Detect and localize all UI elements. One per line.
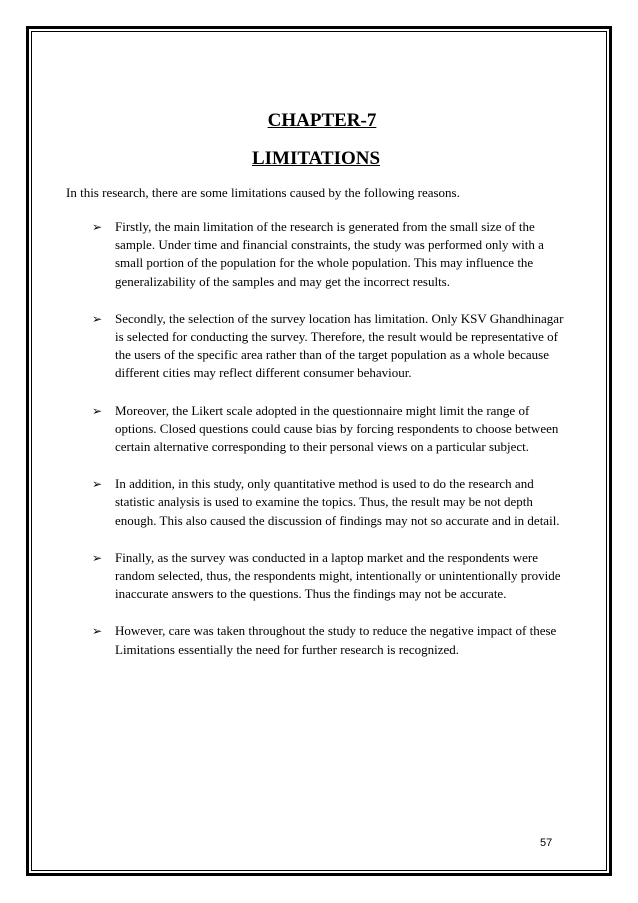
list-item — [92, 218, 572, 291]
chapter-title: LIMITATIONS — [251, 148, 381, 169]
list-item — [92, 475, 572, 530]
list-item-text: Firstly, the main limitation of the research is generated from the small size of the sample. Under time and financial constraints, the study was performed only with a small portion of the population for the whole population. This may influence the generalizability of the samples and may get the incorrect results. — [115, 219, 544, 289]
list-item — [92, 549, 572, 604]
list-item-text: Finally, as the survey was conducted in a laptop market and the respondents were random selected, thus, the respondents might, intentionally or unintentionally provide inaccurate answers to the questions. Thus the findings may not be accurate. — [115, 549, 561, 602]
list-item — [92, 402, 572, 457]
list-item-text: However, care was taken throughout the study to reduce the negative impact of these Limitations essentially the need for further research is recognized. — [115, 623, 557, 657]
list-item-text: Moreover, the Likert scale adopted in the questionnaire might limit the range of options. Closed questions could cause bias by forcing respondents to choose between certain alternative corresponding to their personal views on a particular subject. — [115, 402, 559, 455]
list-item-text: In addition, in this study, only quantitative method is used to do the research and statistic analysis is used to examine the topics. Thus, the result may be not depth enough. This also caused the discussion of findings may not so accurate and in detail. — [115, 476, 560, 528]
arrow-bullet-icon: ➢ — [92, 477, 103, 492]
arrow-bullet-icon: ➢ — [92, 220, 103, 234]
limitations-list — [92, 218, 572, 678]
list-item-text: Secondly, the selection of the survey location has limitation. Only KSV Ghandhinagar is selected for conducting the survey. Therefore, the result would be representative of the users of the specific area rather than of the target population as a whole because different cities may reflect different consumer behaviour. — [115, 310, 564, 381]
arrow-bullet-icon: ➢ — [92, 550, 103, 565]
list-item — [92, 622, 572, 658]
page-number: 57 — [540, 837, 553, 849]
arrow-bullet-icon: ➢ — [92, 624, 103, 639]
list-item — [92, 310, 572, 383]
intro-paragraph: In this research, there are some limitations caused by the following reasons. — [66, 185, 460, 200]
chapter-heading: CHAPTER-7 — [267, 110, 377, 131]
arrow-bullet-icon: ➢ — [92, 403, 103, 418]
arrow-bullet-icon: ➢ — [92, 311, 103, 326]
